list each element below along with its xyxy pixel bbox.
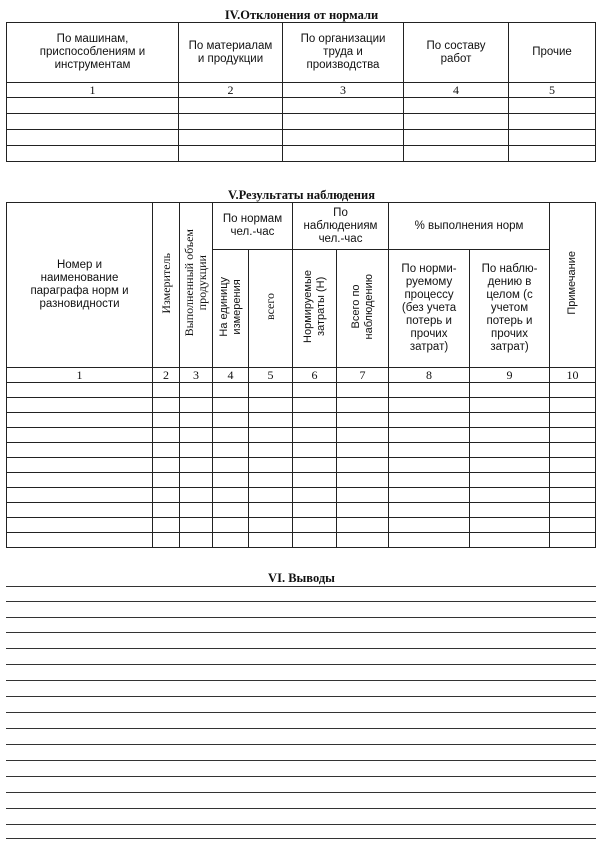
table-cell[interactable] <box>213 488 249 503</box>
table-cell[interactable] <box>153 428 180 443</box>
writing-line[interactable] <box>6 696 596 697</box>
table-cell[interactable] <box>293 473 337 488</box>
table-cell[interactable] <box>153 473 180 488</box>
table-cell[interactable] <box>213 428 249 443</box>
header-norms-group: По нормам чел.-час <box>213 203 293 250</box>
col-number: 10 <box>550 368 596 383</box>
header-observations-group: По наблюдениям чел.-час <box>293 203 389 250</box>
writing-line[interactable] <box>6 632 596 633</box>
table-cell[interactable] <box>179 130 283 146</box>
table-cell[interactable] <box>249 428 293 443</box>
header-normed-costs: Нормируемые затраты (Н) <box>301 270 327 343</box>
table-cell[interactable] <box>337 428 389 443</box>
header-total-cell <box>249 250 293 368</box>
header-volume: Выполненный объем продукции <box>182 229 209 337</box>
table-cell[interactable] <box>389 458 470 473</box>
table-cell[interactable] <box>337 518 389 533</box>
table-cell[interactable] <box>179 146 283 162</box>
table-row[interactable] <box>7 503 596 518</box>
table-cell[interactable] <box>509 146 596 162</box>
table-cell[interactable] <box>7 130 179 146</box>
header-materials: По материалам и продукции <box>179 23 283 83</box>
table-cell[interactable] <box>550 383 596 398</box>
col-number: 6 <box>293 368 337 383</box>
table-row[interactable] <box>7 458 596 473</box>
table-cell[interactable] <box>283 114 404 130</box>
table-cell[interactable] <box>180 443 213 458</box>
table-cell[interactable] <box>470 443 550 458</box>
table-cell[interactable] <box>337 413 389 428</box>
table-cell[interactable] <box>337 383 389 398</box>
table-cell[interactable] <box>153 488 180 503</box>
table-cell[interactable] <box>293 458 337 473</box>
table-cell[interactable] <box>7 383 153 398</box>
table-cell[interactable] <box>470 383 550 398</box>
table-cell[interactable] <box>470 488 550 503</box>
header-by-observation: По наблю- дению в целом (с учетом потерь и прочих затрат) <box>470 250 550 368</box>
table-row[interactable] <box>7 533 596 548</box>
table-cell[interactable] <box>293 383 337 398</box>
table-cell[interactable] <box>550 458 596 473</box>
table-row[interactable] <box>7 443 596 458</box>
table-cell[interactable] <box>337 443 389 458</box>
header-total-observed: Всего по наблюдению <box>349 273 375 340</box>
table-cell[interactable] <box>7 458 153 473</box>
table-cell[interactable] <box>293 398 337 413</box>
table-cell[interactable] <box>213 458 249 473</box>
table-cell[interactable] <box>550 398 596 413</box>
table-cell[interactable] <box>213 533 249 548</box>
table-row[interactable] <box>7 518 596 533</box>
table-cell[interactable] <box>249 443 293 458</box>
table-cell[interactable] <box>180 473 213 488</box>
table-cell[interactable] <box>470 398 550 413</box>
table-row[interactable] <box>7 398 596 413</box>
header-by-normed-process: По норми- руемому процессу (без учета потерь и прочих затрат) <box>389 250 470 368</box>
table-cell[interactable] <box>550 488 596 503</box>
header-per-unit: На единицу измерения <box>217 276 243 337</box>
table-cell[interactable] <box>293 443 337 458</box>
writing-line[interactable] <box>6 617 596 618</box>
col-number: 5 <box>249 368 293 383</box>
col-number: 7 <box>337 368 389 383</box>
table-cell[interactable] <box>249 398 293 413</box>
table-cell[interactable] <box>180 503 213 518</box>
table-cell[interactable] <box>337 458 389 473</box>
writing-line[interactable] <box>6 664 596 665</box>
table-cell[interactable] <box>550 473 596 488</box>
table-cell[interactable] <box>404 114 509 130</box>
writing-line[interactable] <box>6 712 596 713</box>
writing-line[interactable] <box>6 680 596 681</box>
table-cell[interactable] <box>293 488 337 503</box>
table-cell[interactable] <box>153 518 180 533</box>
header-normed-cell <box>293 250 337 368</box>
table-cell[interactable] <box>389 473 470 488</box>
table-cell[interactable] <box>337 533 389 548</box>
header-total-obs-cell <box>337 250 389 368</box>
table-cell[interactable] <box>153 503 180 518</box>
header-norm-name: Номер и наименование параграфа норм и разновидности <box>7 203 153 368</box>
table-cell[interactable] <box>153 443 180 458</box>
table-cell[interactable] <box>213 518 249 533</box>
writing-line[interactable] <box>6 776 596 777</box>
table-cell[interactable] <box>179 98 283 114</box>
table-cell[interactable] <box>7 518 153 533</box>
table-cell[interactable] <box>180 398 213 413</box>
writing-line[interactable] <box>6 744 596 745</box>
table-row[interactable] <box>7 428 596 443</box>
table-cell[interactable] <box>470 458 550 473</box>
table-cell[interactable] <box>404 146 509 162</box>
table-cell[interactable] <box>153 398 180 413</box>
col-number: 5 <box>509 83 596 98</box>
table-cell[interactable] <box>550 503 596 518</box>
table-cell[interactable] <box>7 398 153 413</box>
col-number: 2 <box>179 83 283 98</box>
table-cell[interactable] <box>389 503 470 518</box>
table-cell[interactable] <box>7 503 153 518</box>
table-cell[interactable] <box>337 473 389 488</box>
table-cell[interactable] <box>213 473 249 488</box>
table-cell[interactable] <box>389 383 470 398</box>
table-cell[interactable] <box>249 383 293 398</box>
header-measure-cell <box>153 203 180 368</box>
table-cell[interactable] <box>404 98 509 114</box>
table-cell[interactable] <box>470 413 550 428</box>
table-cell[interactable] <box>293 518 337 533</box>
header-machines: По машинам, приспособлениям и инструментам <box>7 23 179 83</box>
table-cell[interactable] <box>550 533 596 548</box>
table-cell[interactable] <box>337 398 389 413</box>
table-cell[interactable] <box>179 114 283 130</box>
table-cell[interactable] <box>7 533 153 548</box>
header-note: Примечание <box>566 251 579 315</box>
col-number: 4 <box>213 368 249 383</box>
table-cell[interactable] <box>509 114 596 130</box>
table-row[interactable] <box>7 383 596 398</box>
table-cell[interactable] <box>180 413 213 428</box>
table-cell[interactable] <box>389 398 470 413</box>
table-cell[interactable] <box>213 503 249 518</box>
col-number: 9 <box>470 368 550 383</box>
col-number: 4 <box>404 83 509 98</box>
writing-line[interactable] <box>6 760 596 761</box>
table-cell[interactable] <box>550 443 596 458</box>
table-cell[interactable] <box>213 383 249 398</box>
table-cell[interactable] <box>180 383 213 398</box>
table-cell[interactable] <box>213 413 249 428</box>
table-cell[interactable] <box>153 533 180 548</box>
table-cell[interactable] <box>509 130 596 146</box>
table-cell[interactable] <box>470 473 550 488</box>
header-per-unit-cell <box>213 250 249 368</box>
table-cell[interactable] <box>249 473 293 488</box>
col-number: 3 <box>180 368 213 383</box>
table-cell[interactable] <box>283 98 404 114</box>
col-number: 2 <box>153 368 180 383</box>
table-cell[interactable] <box>249 488 293 503</box>
table-cell[interactable] <box>550 413 596 428</box>
table-cell[interactable] <box>213 443 249 458</box>
table-cell[interactable] <box>389 413 470 428</box>
table-cell[interactable] <box>389 443 470 458</box>
table-cell[interactable] <box>7 443 153 458</box>
table-cell[interactable] <box>7 488 153 503</box>
results-table <box>6 202 596 548</box>
table-cell[interactable] <box>293 533 337 548</box>
table-cell[interactable] <box>509 98 596 114</box>
writing-line[interactable] <box>6 728 596 729</box>
table-cell[interactable] <box>389 518 470 533</box>
table-cell[interactable] <box>283 146 404 162</box>
table-cell[interactable] <box>7 114 179 130</box>
deviations-table <box>6 22 596 162</box>
table-cell[interactable] <box>337 503 389 518</box>
writing-line[interactable] <box>6 648 596 649</box>
col-number: 3 <box>283 83 404 98</box>
table-cell[interactable] <box>7 473 153 488</box>
table-cell[interactable] <box>293 503 337 518</box>
table-row[interactable] <box>7 473 596 488</box>
table-cell[interactable] <box>293 413 337 428</box>
table-cell[interactable] <box>550 518 596 533</box>
header-other: Прочие <box>509 23 596 83</box>
table-cell[interactable] <box>389 428 470 443</box>
table-cell[interactable] <box>7 146 179 162</box>
table-row[interactable] <box>7 114 596 130</box>
table-cell[interactable] <box>249 458 293 473</box>
table-cell[interactable] <box>249 413 293 428</box>
table-cell[interactable] <box>153 458 180 473</box>
table-cell[interactable] <box>404 130 509 146</box>
table-cell[interactable] <box>470 503 550 518</box>
writing-line[interactable] <box>6 808 596 809</box>
table-cell[interactable] <box>213 398 249 413</box>
table-cell[interactable] <box>283 130 404 146</box>
writing-line[interactable] <box>6 838 596 839</box>
table-cell[interactable] <box>389 533 470 548</box>
table-cell[interactable] <box>337 488 389 503</box>
writing-line[interactable] <box>6 601 596 602</box>
section5-title: V.Результаты наблюдения <box>228 188 375 202</box>
header-percent-group: % выполнения норм <box>389 203 550 250</box>
header-volume-cell <box>180 203 213 368</box>
table-cell[interactable] <box>7 98 179 114</box>
table-cell[interactable] <box>7 428 153 443</box>
header-measure: Измеритель <box>158 252 173 314</box>
col-number: 1 <box>7 83 179 98</box>
col-number: 1 <box>7 368 153 383</box>
col-number: 8 <box>389 368 470 383</box>
table-cell[interactable] <box>293 428 337 443</box>
table-cell[interactable] <box>249 503 293 518</box>
table-cell[interactable] <box>249 533 293 548</box>
writing-line[interactable] <box>6 792 596 793</box>
header-organization: По организации труда и производства <box>283 23 404 83</box>
header-total: всего <box>263 292 277 321</box>
table-cell[interactable] <box>470 428 550 443</box>
writing-line[interactable] <box>6 824 596 825</box>
table-row[interactable] <box>7 130 596 146</box>
header-work-composition: По составу работ <box>404 23 509 83</box>
table-cell[interactable] <box>180 518 213 533</box>
table-row[interactable] <box>7 488 596 503</box>
table-cell[interactable] <box>7 413 153 428</box>
writing-line[interactable] <box>6 586 596 587</box>
table-cell[interactable] <box>180 428 213 443</box>
table-cell[interactable] <box>550 428 596 443</box>
table-cell[interactable] <box>153 383 180 398</box>
table-row[interactable] <box>7 146 596 162</box>
header-note-cell <box>550 203 596 368</box>
section6-title: VI. Выводы <box>268 571 335 585</box>
table-cell[interactable] <box>249 518 293 533</box>
table-cell[interactable] <box>180 488 213 503</box>
table-row[interactable] <box>7 413 596 428</box>
table-cell[interactable] <box>470 518 550 533</box>
table-cell[interactable] <box>153 413 180 428</box>
table-cell[interactable] <box>180 533 213 548</box>
table-cell[interactable] <box>470 533 550 548</box>
section4-title: IV.Отклонения от нормали <box>224 8 379 22</box>
table-cell[interactable] <box>180 458 213 473</box>
table-cell[interactable] <box>389 488 470 503</box>
table-row[interactable] <box>7 98 596 114</box>
